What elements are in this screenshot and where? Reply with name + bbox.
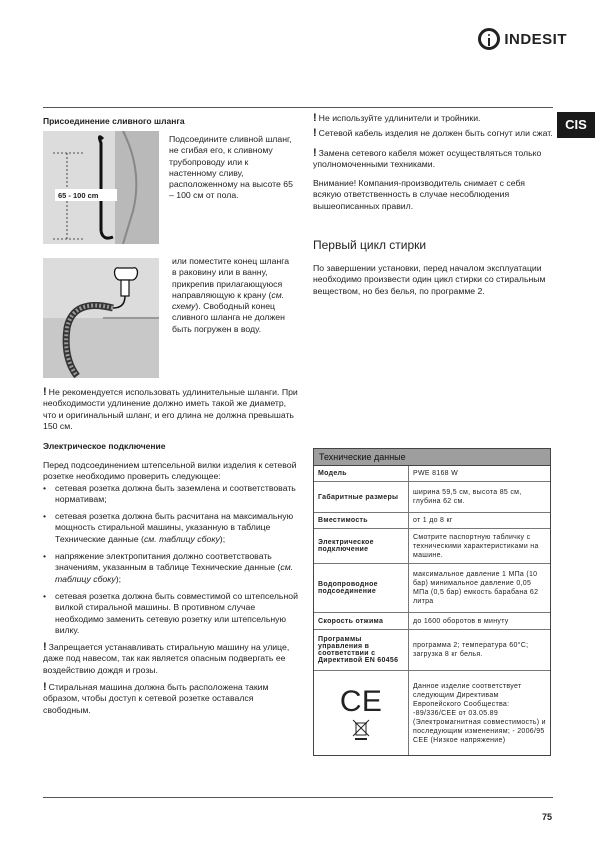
height-label: 65 - 100 cm bbox=[58, 191, 99, 200]
table-row bbox=[314, 513, 550, 529]
warning-icon: ! bbox=[313, 127, 317, 140]
table-row-value: Данное изделие соответствует следующим Директивам Европейского Сообщества: -89/336/CEE от 03.05.89 (Электромагнитная совместимость) и последующим изменениям; - 2006/95 CEE (Низкое напряжение) bbox=[413, 682, 546, 744]
tech-data-title: Технические данные bbox=[314, 449, 550, 466]
table-row-value: максимальное давление 1 МПа (10 бар) минимальное давление 0,05 МПа (0,5 бар) емкость барабана 62 литра bbox=[413, 571, 539, 605]
manufacturer-disclaimer: Внимание! Компания-производитель снимает с себя всякую ответственность в случае несоблюдения вышеописанных правил. bbox=[313, 178, 525, 211]
table-row-value: ширина 59,5 см, высота 85 см, глубина 62 см. bbox=[413, 489, 522, 505]
table-row-label: Программы управления в соответствии с Директивой EN 60456 bbox=[314, 630, 409, 670]
drain-text-1: Подсоедините сливной шланг, не сгибая его, к сливному трубопроводу или к настенному сливу, расположенному на высоте 65 – 100 см от пола. bbox=[169, 134, 293, 201]
warning-socket-access bbox=[43, 682, 299, 716]
drain-text-2-ref: см. схему bbox=[172, 289, 285, 312]
table-row bbox=[314, 564, 550, 613]
warning-cable-replace bbox=[313, 148, 553, 171]
table-row-value: PWE 8168 W bbox=[413, 470, 459, 477]
weee-bin-icon bbox=[352, 719, 370, 741]
drain-text-2-a: или поместите конец шланга в раковину или в ванну, прикрепив прилагающуюся направляющую к крану ( bbox=[172, 256, 290, 300]
warning-extension-cords bbox=[313, 113, 553, 124]
list-item-text: ); bbox=[115, 573, 122, 584]
warning-icon: ! bbox=[43, 386, 47, 398]
drain-text-2 bbox=[172, 256, 296, 335]
table-row-label: Модель bbox=[314, 466, 409, 481]
extension-note bbox=[43, 387, 299, 432]
language-tab: CIS bbox=[557, 112, 595, 138]
right-warnings bbox=[313, 113, 553, 212]
drain-text-2-b: ). Свободный конец сливного шланга не должен быть погружен в воду. bbox=[172, 301, 285, 334]
table-row bbox=[314, 529, 550, 564]
table-row-label: Скорость отжима bbox=[314, 613, 409, 629]
electric-intro: Перед подсоединением штепсельной вилки изделия к сетевой розетке необходимо проверить следующее: bbox=[43, 460, 297, 482]
list-item-text: сетевая розетка должна быть расчитана на максимальную мощность стиральной машины, указанную в таблице Технические данные ( bbox=[55, 511, 294, 544]
brand-name: INDESIT bbox=[504, 30, 567, 48]
list-item bbox=[43, 551, 299, 585]
warning-icon: ! bbox=[313, 146, 317, 159]
table-row bbox=[314, 482, 550, 513]
warning-cable-bent-text: Сетевой кабель изделия не должен быть согнут или сжат. bbox=[318, 128, 553, 139]
list-item-ref: см. таблицу сбоку bbox=[143, 533, 220, 544]
table-row-value: Смотрите паспортную табличку с техническими характеристиками на машине. bbox=[413, 533, 539, 559]
table-row-label: Вместимость bbox=[314, 513, 409, 528]
drain-hose-illustration bbox=[43, 131, 159, 244]
ce-mark-cell bbox=[314, 671, 409, 755]
drain-title: Присоединение сливного шланга bbox=[43, 116, 185, 126]
warning-icon: ! bbox=[43, 641, 47, 654]
table-row-label: Электрическое подключение bbox=[314, 529, 409, 563]
list-item bbox=[43, 511, 299, 545]
table-row-label: Водопроводное подсоединение bbox=[314, 564, 409, 612]
first-cycle-title: Первый цикл стирки bbox=[313, 238, 427, 252]
first-cycle-text: По завершении установки, перед началом эксплуатации необходимо произвести один цикл стирки со стиральным веществом, но без белья, по программе 2. bbox=[313, 263, 546, 296]
warning-cable-replace-text: Замена сетевого кабеля может осуществляться только уполномоченными техниками. bbox=[313, 147, 542, 169]
electric-section bbox=[43, 460, 299, 716]
warning-extension-cords-text: Не используйте удлинители и тройники. bbox=[318, 113, 481, 123]
warning-icon: ! bbox=[43, 681, 47, 694]
ce-mark-icon: CE bbox=[339, 685, 383, 718]
list-item-text: ); bbox=[219, 533, 226, 544]
electric-title: Электрическое подключение bbox=[43, 441, 166, 451]
page-number: 75 bbox=[541, 812, 552, 822]
top-divider bbox=[43, 107, 553, 108]
table-row-label: Габаритные размеры bbox=[314, 482, 409, 512]
hose-in-sink-illustration bbox=[43, 258, 159, 378]
table-row bbox=[314, 466, 550, 482]
warning-outdoor-text: Запрещается устанавливать стиральную машину на улице, даже под навесом, так как является опасным подвергать ее воздействию дождя и грозы. bbox=[43, 642, 290, 675]
tech-data-table bbox=[313, 448, 551, 756]
table-row-value: от 1 до 8 кг bbox=[413, 517, 453, 524]
table-row-value: до 1600 оборотов в минуту bbox=[413, 617, 509, 625]
table-row bbox=[314, 630, 550, 671]
brand-logo bbox=[478, 28, 567, 50]
brand-logo-icon bbox=[478, 28, 500, 50]
table-row bbox=[314, 613, 550, 630]
warning-cable-bent bbox=[313, 128, 553, 139]
list-item: • сетевая розетка должна быть совместимой со штепсельной вилкой стиральной машины. В противном случае необходимо заменить сетевую розетку или штепсельную вилку. bbox=[43, 591, 299, 636]
warning-icon: ! bbox=[313, 112, 317, 124]
list-item-text: напряжение электропитания должно соответствовать значениям, указанным в таблице Технические данные ( bbox=[55, 551, 281, 573]
bottom-divider bbox=[43, 797, 553, 798]
extension-note-text: Не рекомендуется использовать удлинительные шланги. При необходимости удлинение должно иметь такой же диаметр, что и оригинальный шланг, и его длина не должна превышать 150 см. bbox=[43, 387, 298, 431]
warning-socket-access-text: Стиральная машина должна быть расположена таким образом, чтобы доступ к сетевой розетке оставался свободным. bbox=[43, 682, 269, 715]
table-row-value: программа 2; температура 60°C; загрузка 8 кг белья. bbox=[413, 642, 529, 658]
list-item-ref: см. таблицу сбоку bbox=[55, 562, 294, 584]
list-item: • сетевая розетка должна быть заземлена и соответствовать нормативам; bbox=[43, 483, 299, 506]
table-row bbox=[314, 671, 550, 755]
warning-outdoor bbox=[43, 642, 299, 676]
